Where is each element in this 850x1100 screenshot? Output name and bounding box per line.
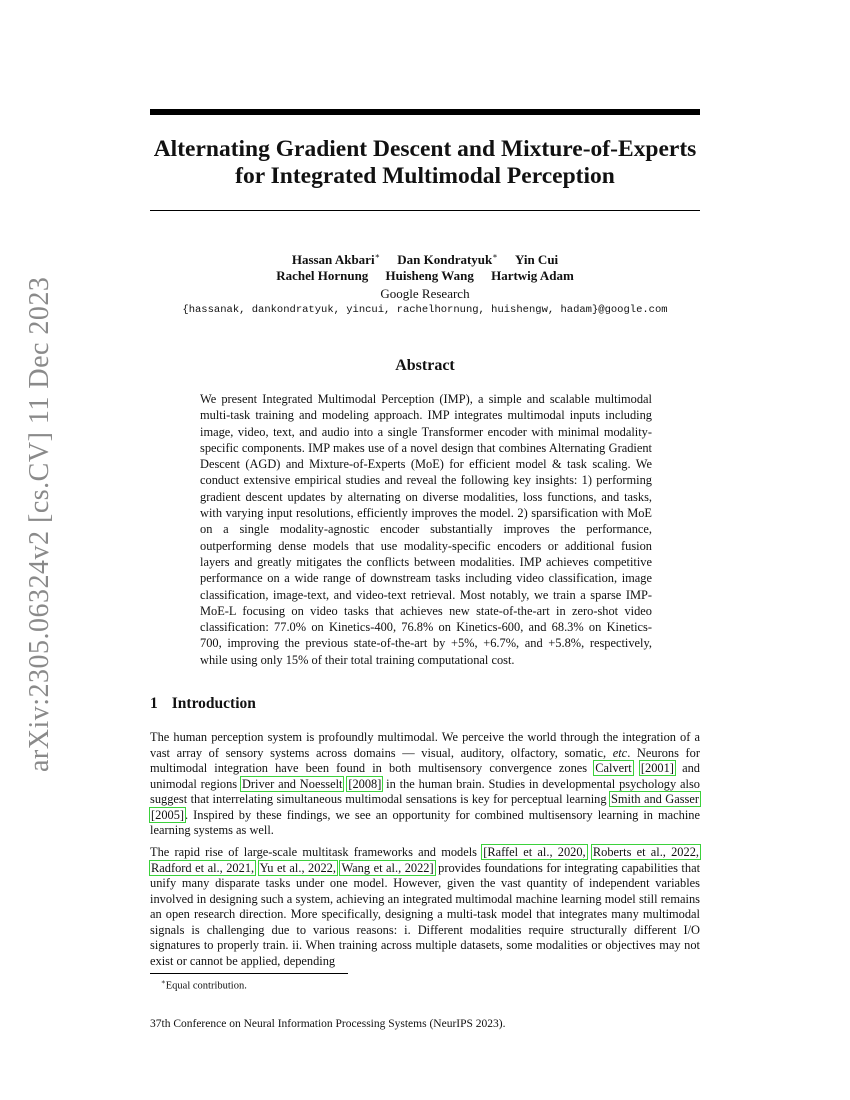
footnote-rule bbox=[150, 973, 348, 974]
author-line-1 bbox=[150, 249, 700, 268]
author: Huisheng Wang bbox=[385, 268, 474, 284]
citation-link[interactable]: [2001] bbox=[640, 761, 674, 775]
title-bottom-rule bbox=[150, 210, 700, 211]
intro-paragraph-2: The rapid rise of large-scale multitask frameworks and models [Raffel et al., 2020, Roberts et al., 2022, Radford et al., 2021, Yu et al., 2022, Wang et al., 2022] provides foundations for integrating capabilities that unify many disparate tasks under one model. However, given the vast quantity of independent variables involved in designing such a system, achieving an integrated multimodal machine learning model still remains an open research direction. More specifically, designing a multi-task model that integrates many multimodal signals is challenging due to various reasons: i. Different modalities require structurally different I/O signatures to properly train. ii. When training across multiple datasets, some modalities or objectives may not exist or cannot be applied, depending bbox=[150, 845, 701, 968]
author: Hartwig Adam bbox=[491, 268, 574, 284]
section-number: 1 bbox=[150, 695, 158, 712]
citation-link[interactable]: [2008] bbox=[348, 776, 382, 791]
paper-title bbox=[130, 136, 720, 190]
footnote: ∗Equal contribution. bbox=[161, 978, 247, 992]
citation-link[interactable]: Radford et al., 2021, bbox=[151, 860, 255, 875]
citation-link[interactable]: Wang et al., 2022] bbox=[341, 860, 434, 875]
author-emails: {hassanak, dankondratyuk, yincui, rachelhornung, huishengw, hadam}@google.com bbox=[182, 304, 668, 316]
citation-link[interactable]: Roberts et al., 2022, bbox=[592, 845, 699, 859]
author: Rachel Hornung bbox=[276, 268, 369, 284]
abstract-heading: Abstract bbox=[395, 357, 455, 374]
conference-note: 37th Conference on Neural Information Processing Systems (NeurIPS 2023). bbox=[150, 1018, 506, 1030]
title-line-1: Alternating Gradient Descent and Mixture-of-Experts bbox=[153, 136, 697, 162]
section-heading bbox=[150, 695, 256, 713]
title-line-2: for Integrated Multimodal Perception bbox=[235, 163, 615, 189]
abstract-text: We present Integrated Multimodal Perception (IMP), a simple and scalable multimodal multi-task training and modeling approach. IMP integrates multimodal inputs including image, video, text, and audio into a single Transformer encoder with minimal modality-specific components. IMP makes use of a novel design that combines Alternating Gradient Descent (AGD) and Mixture-of-Experts (MoE) for efficient model & task scaling. We conduct extensive empirical studies and reveal the following key insights: 1) performing gradient descent updates by alternating on diverse modalities, loss functions, and tasks, with varying input resolutions, efficiently improves the model. 2) sparsification with MoE on a single modality-agnostic encoder substantially improves the performance, outperforming dense models that use modality-specific encoders or additional fusion layers and greatly mitigates the conflicts between modalities. IMP achieves competitive performance on a wide range of downstream tasks including video classification, image classification, image-text, and video-text retrieval. Most notably, we train a sparse IMP-MoE-L focusing on video tasks that achieves new state-of-the-art in zero-shot video classification: 77.0% on Kinetics-400, 76.8% on Kinetics-600, and 68.3% on Kinetics-700, improving the previous state-of-the-art by +5%, +6.7%, and +5.8%, respectively, while using only 15% of their total training computational cost. bbox=[200, 392, 652, 667]
author: Dan Kondratyuk∗ bbox=[397, 252, 498, 268]
section-title: Introduction bbox=[171, 695, 256, 712]
etc-text: etc bbox=[612, 745, 628, 760]
affiliation: Google Research bbox=[380, 286, 470, 301]
author-line-2 bbox=[150, 268, 700, 284]
intro-paragraph-1: The human perception system is profoundly multimodal. We perceive the world through the integration of a vast array of sensory systems across domains — visual, auditory, olfactory, somatic, etc. Neurons for multimodal integration have been found in both multisensory convergence zones Calvert [2001] and unimodal regions Driver and Noesselt [2008] in the human brain. Studies in developmental psychology also suggest that interrelating simultaneous multimodal sensations is key for perceptual learning Smith and Gasser [2005]. Inspired by these findings, we see an opportunity for combined multisensory learning in machine learning systems as well. bbox=[150, 730, 700, 837]
author: Hassan Akbari∗ bbox=[291, 252, 380, 268]
title-top-rule bbox=[150, 109, 700, 115]
citation-link[interactable]: Calvert bbox=[595, 761, 632, 775]
author: Yin Cui bbox=[514, 252, 559, 268]
citation-link[interactable]: [Raffel et al., 2020, bbox=[483, 845, 586, 859]
citation-link[interactable]: Smith and Gasser bbox=[610, 792, 699, 806]
citation-link[interactable]: Driver and Noesselt bbox=[241, 776, 343, 791]
author-list bbox=[150, 249, 700, 284]
citation-link[interactable]: [2005] bbox=[151, 807, 185, 822]
citation-link[interactable]: Yu et al., 2022, bbox=[259, 860, 336, 875]
arxiv-identifier: arXiv:2305.06324v2 [cs.CV] 11 Dec 2023 bbox=[24, 276, 55, 772]
